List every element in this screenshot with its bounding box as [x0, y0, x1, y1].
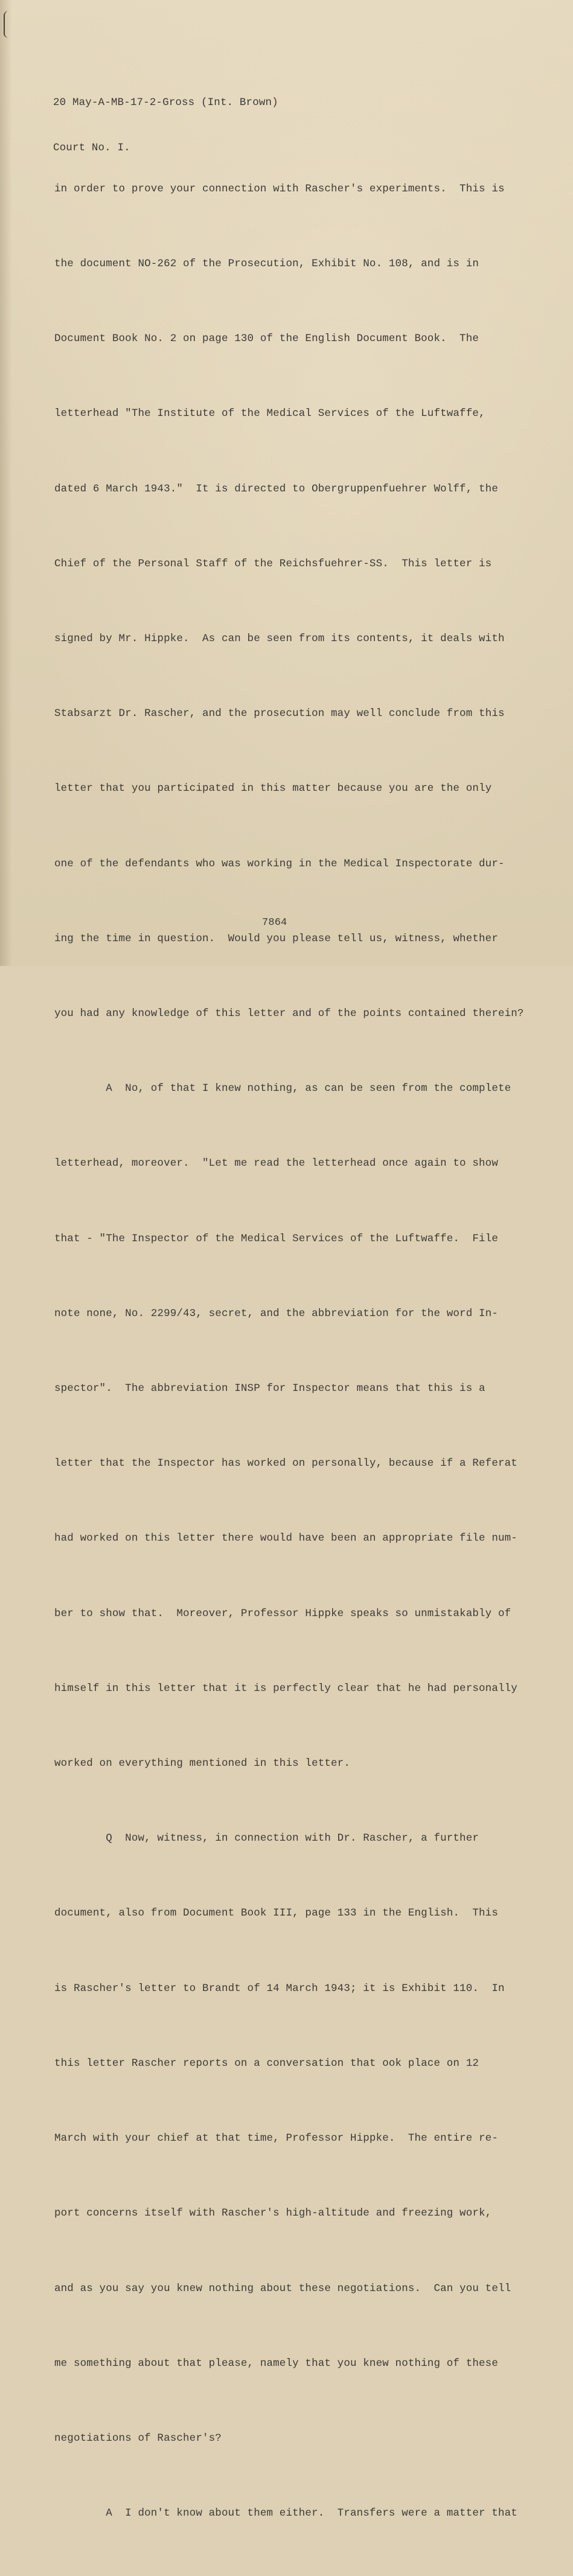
- body-line: letter that the Inspector has worked on personally, because if a Referat: [54, 1457, 517, 1470]
- body-line: negotiations of Rascher's?: [54, 2432, 222, 2444]
- transcript-body: [54, 127, 524, 2576]
- answer-line: A I don't know about them either. Transfers were a matter that: [54, 2507, 517, 2520]
- fold-mark: [4, 11, 10, 38]
- body-line: March with your chief at that time, Professor Hippke. The entire re-: [54, 2132, 498, 2145]
- body-line: is Rascher's letter to Brandt of 14 March 1943; it is Exhibit 110. In: [54, 1982, 505, 1995]
- body-line: worked on everything mentioned in this letter.: [54, 1757, 350, 1770]
- question-line: Q Now, witness, in connection with Dr. Rascher, a further: [54, 1832, 479, 1845]
- body-line: ber to show that. Moreover, Professor Hippke speaks so unmistakably of: [54, 1607, 511, 1620]
- body-line: the document NO-262 of the Prosecution, Exhibit No. 108, and is in: [54, 258, 479, 270]
- page-edge-shadow: [0, 0, 12, 966]
- body-line: Stabsarzt Dr. Rascher, and the prosecution may well conclude from this: [54, 708, 505, 720]
- body-line: Chief of the Personal Staff of the Reichsfuehrer-SS. This letter is: [54, 557, 492, 570]
- header-court-line: Court No. I.: [53, 142, 130, 154]
- body-line: one of the defendants who was working in the Medical Inspectorate dur-: [54, 857, 505, 870]
- body-line: this letter Rascher reports on a conversation that ook place on 12: [54, 2057, 479, 2069]
- page-number: 7864: [262, 917, 287, 928]
- body-line: spector". The abbreviation INSP for Inspector means that this is a: [54, 1382, 485, 1395]
- header-reference-line: 20 May-A-MB-17-2-Gross (Int. Brown): [53, 97, 278, 109]
- body-line: document, also from Document Book III, page 133 in the English. This: [54, 1907, 498, 1920]
- body-line: that - "The Inspector of the Medical Services of the Luftwaffe. File: [54, 1232, 498, 1245]
- body-line: letter that you participated in this matter because you are the only: [54, 782, 492, 795]
- body-line: himself in this letter that it is perfectly clear that he had personally: [54, 1682, 517, 1695]
- body-line: in order to prove your connection with Rascher's experiments. This is: [54, 182, 505, 195]
- body-line: Document Book No. 2 on page 130 of the English Document Book. The: [54, 333, 479, 345]
- body-line: had worked on this letter there would have been an appropriate file num-: [54, 1532, 517, 1545]
- body-line: and as you say you knew nothing about these negotiations. Can you tell: [54, 2282, 511, 2295]
- body-line: me something about that please, namely that you knew nothing of these: [54, 2357, 498, 2370]
- body-line: dated 6 March 1943." It is directed to Obergruppenfuehrer Wolff, the: [54, 482, 498, 495]
- body-line: you had any knowledge of this letter and of the points contained therein?: [54, 1008, 524, 1020]
- body-line: port concerns itself with Rascher's high-altitude and freezing work,: [54, 2207, 492, 2220]
- answer-line: A No, of that I knew nothing, as can be seen from the complete: [54, 1082, 511, 1095]
- body-line: letterhead, moreover. "Let me read the letterhead once again to show: [54, 1157, 498, 1170]
- body-line: signed by Mr. Hippke. As can be seen from its contents, it deals with: [54, 633, 505, 645]
- body-line: note none, No. 2299/43, secret, and the abbreviation for the word In-: [54, 1307, 498, 1320]
- body-line: ing the time in question. Would you please tell us, witness, whether: [54, 932, 498, 945]
- body-line: letterhead "The Institute of the Medical Services of the Luftwaffe,: [54, 407, 485, 420]
